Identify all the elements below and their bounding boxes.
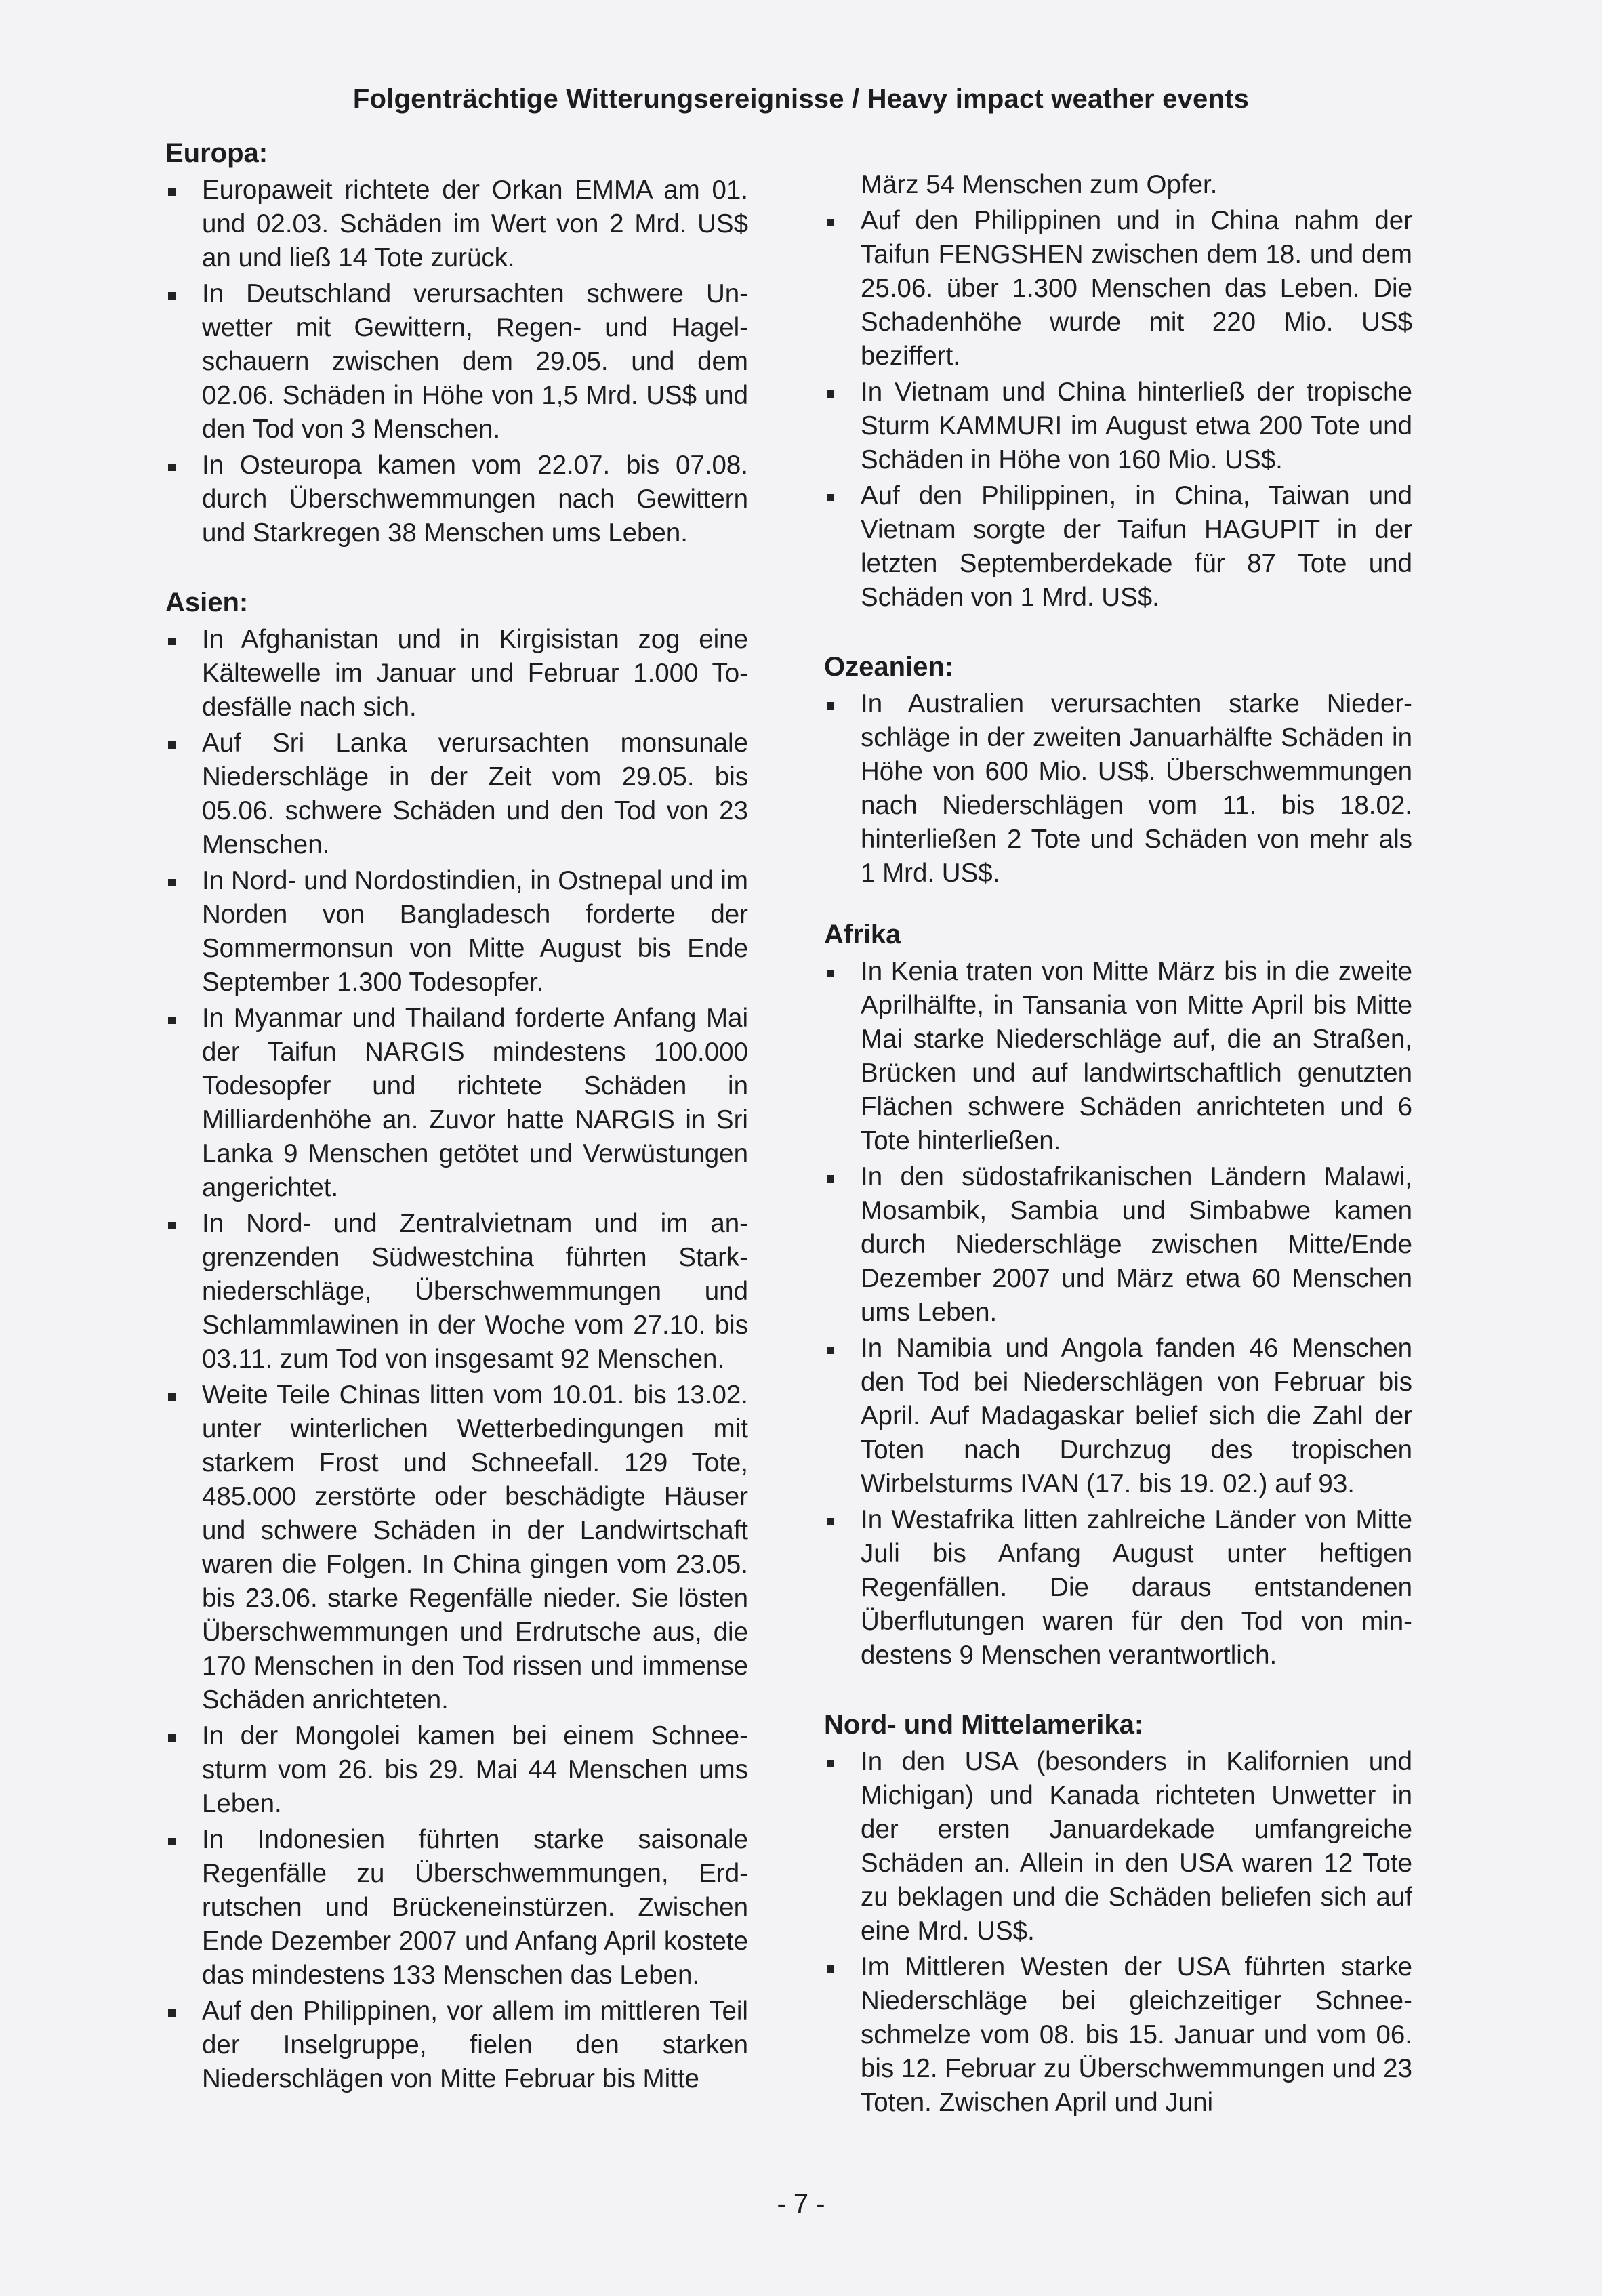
list-item: In Osteuropa kamen vom 22.07. bis 07.08. durch Überschwemmungen nach Gewittern und Starkregen 38 Menschen ums Leben. [165,449,748,550]
section-heading-afrika: Afrika [824,920,901,949]
page-title: Folgenträchtige Witterungsereignisse / Heavy impact weather events [352,84,1250,114]
list-item: In Nord- und Nordostindien, in Ostnepal und im Norden von Bangladesch forderte der Sommermonsun von Mitte August bis Ende September 1.300 Todesopfer. [165,864,748,1000]
section-spacer [824,617,1412,649]
section-heading-nord-mittelamerika: Nord- und Mittelamerika: [824,1710,1144,1740]
list-item: Weite Teile Chinas litten vom 10.01. bis 13.02. unter winterlichen Wetterbedingungen mit starkem Frost und Schneefall. 129 Tote, 485.000 zerstörte oder beschädigte Häuser und schwere Schäden in der Landwirtschaft waren die Folgen. In China gingen vom 23.05. bis 23.06. starke Regenfälle nieder. Sie lösten Überschwemmungen und Erdrutsche aus, die 170 Menschen in den Tod rissen und immense Schäden anrichteten. [165,1378,748,1717]
list-item: In Deutschland verursachten schwere Unwetter mit Gewittern, Regen- und Hagelschauern zwischen dem 29.05. und dem 02.06. Schäden in Höhe von 1,5 Mrd. US$ und den Tod von 3 Menschen. [165,277,748,447]
list-item: In Vietnam und China hinterließ der tropische Sturm KAMMURI im August etwa 200 Tote und Schäden in Höhe von 160 Mio. US$. [824,375,1412,477]
section-spacer [824,893,1412,917]
section-heading-europa: Europa: [165,138,268,168]
list-item: In Namibia und Angola fanden 46 Menschen den Tod bei Niederschlägen von Februar bis April. Auf Madagaskar belief sich die Zahl der Toten nach Durchzug des tropischen Wirbelsturms IVAN (17. bis 19. 02.) auf 93. [824,1332,1412,1501]
ozeanien-list [824,687,1412,890]
asien-list [165,623,748,2096]
list-item: In Indonesien führten starke saisonale Regenfälle zu Überschwemmungen, Erdrutschen und Brückeneinstürzen. Zwischen Ende Dezember 2007 und Anfang April kostete das mindestens 133 Menschen das Leben. [165,1823,748,1992]
list-item: Europaweit richtete der Orkan EMMA am 01. und 02.03. Schäden im Wert von 2 Mrd. US$ an und ließ 14 Tote zurück. [165,173,748,275]
list-item: In Australien verursachten starke Niederschläge in der zweiten Januarhälfte Schäden in Höhe von 600 Mio. US$. Überschwemmungen nach Niederschlägen vom 11. bis 18.02. hinterließen 2 Tote und Schäden von mehr als 1 Mrd. US$. [824,687,1412,890]
asien-continued-list [824,168,1412,615]
list-item: Auf den Philippinen, vor allem im mittleren Teil der Inselgruppe, fielen den starken Niederschlägen von Mitte Februar bis Mitte [165,1994,748,2096]
list-item: Auf den Philippinen und in China nahm der Taifun FENGSHEN zwischen dem 18. und dem 25.06. über 1.300 Menschen das Leben. Die Schadenhöhe wurde mit 220 Mio. US$ beziffert. [824,204,1412,373]
list-item: Auf den Philippinen, in China, Taiwan und Vietnam sorgte der Taifun HAGUPIT in der letzten Septemberdekade für 87 Tote und Schäden von 1 Mrd. US$. [824,479,1412,615]
page-number: - 7 - [777,2189,825,2219]
continuation-text: März 54 Menschen zum Opfer. [861,170,1218,199]
list-item: In der Mongolei kamen bei einem Schneesturm vom 26. bis 29. Mai 44 Menschen ums Leben. [165,1719,748,1821]
nord-mittelamerika-list [824,1745,1412,2120]
section-heading-asien: Asien: [165,588,249,617]
list-item: In Afghanistan und in Kirgisistan zog eine Kältewelle im Januar und Februar 1.000 Todesfälle nach sich. [165,623,748,724]
list-item: Auf Sri Lanka verursachten monsunale Niederschläge in der Zeit vom 29.05. bis 05.06. schwere Schäden und den Tod von 23 Menschen. [165,726,748,862]
section-heading-ozeanien: Ozeanien: [824,652,954,682]
afrika-list [824,955,1412,1673]
section-spacer [824,1675,1412,1707]
europa-list [165,173,748,550]
list-item: In Westafrika litten zahlreiche Länder von Mitte Juli bis Anfang August unter heftigen Regenfällen. Die daraus entstandenen Überflutungen waren für den Tod von mindestens 9 Menschen verantwortlich. [824,1503,1412,1673]
list-item: In Kenia traten von Mitte März bis in die zweite Aprilhälfte, in Tansania von Mitte April bis Mitte Mai starke Niederschläge auf, die an Straßen, Brücken und auf landwirtschaftlich genutzten Flächen schwere Schäden anrichteten und 6 Tote hinterließen. [824,955,1412,1158]
list-item: In den südostafrikanischen Ländern Malawi, Mosambik, Sambia und Simbabwe kamen durch Niederschläge zwischen Mitte/Ende Dezember 2007 und März etwa 60 Menschen ums Leben. [824,1160,1412,1330]
list-item: Im Mittleren Westen der USA führten starke Niederschläge bei gleichzeitiger Schneeschmelze vom 08. bis 15. Januar und vom 06. bis 12. Februar zu Überschwemmungen und 23 Toten. Zwischen April und Juni [824,1950,1412,2120]
list-item: In den USA (besonders in Kalifornien und Michigan) und Kanada richteten Unwetter in der ersten Januardekade umfangreiche Schäden an. Allein in den USA waren 12 Tote zu beklagen und die Schäden beliefen sich auf eine Mrd. US$. [824,1745,1412,1948]
list-item: In Nord- und Zentralvietnam und im angrenzenden Südwestchina führten Starkniederschläge, Überschwemmungen und Schlammlawinen in der Woche vom 27.10. bis 03.11. zum Tod von insgesamt 92 Menschen. [165,1207,748,1376]
section-spacer [165,552,748,585]
right-column [824,168,1412,2122]
left-column [165,136,748,2098]
list-item: In Myanmar und Thailand forderte Anfang Mai der Taifun NARGIS mindestens 100.000 Todesopfer und richtete Schäden in Milliardenhöhe an. Zuvor hatte NARGIS in Sri Lanka 9 Menschen getötet und Verwüstungen angerichtet. [165,1002,748,1205]
